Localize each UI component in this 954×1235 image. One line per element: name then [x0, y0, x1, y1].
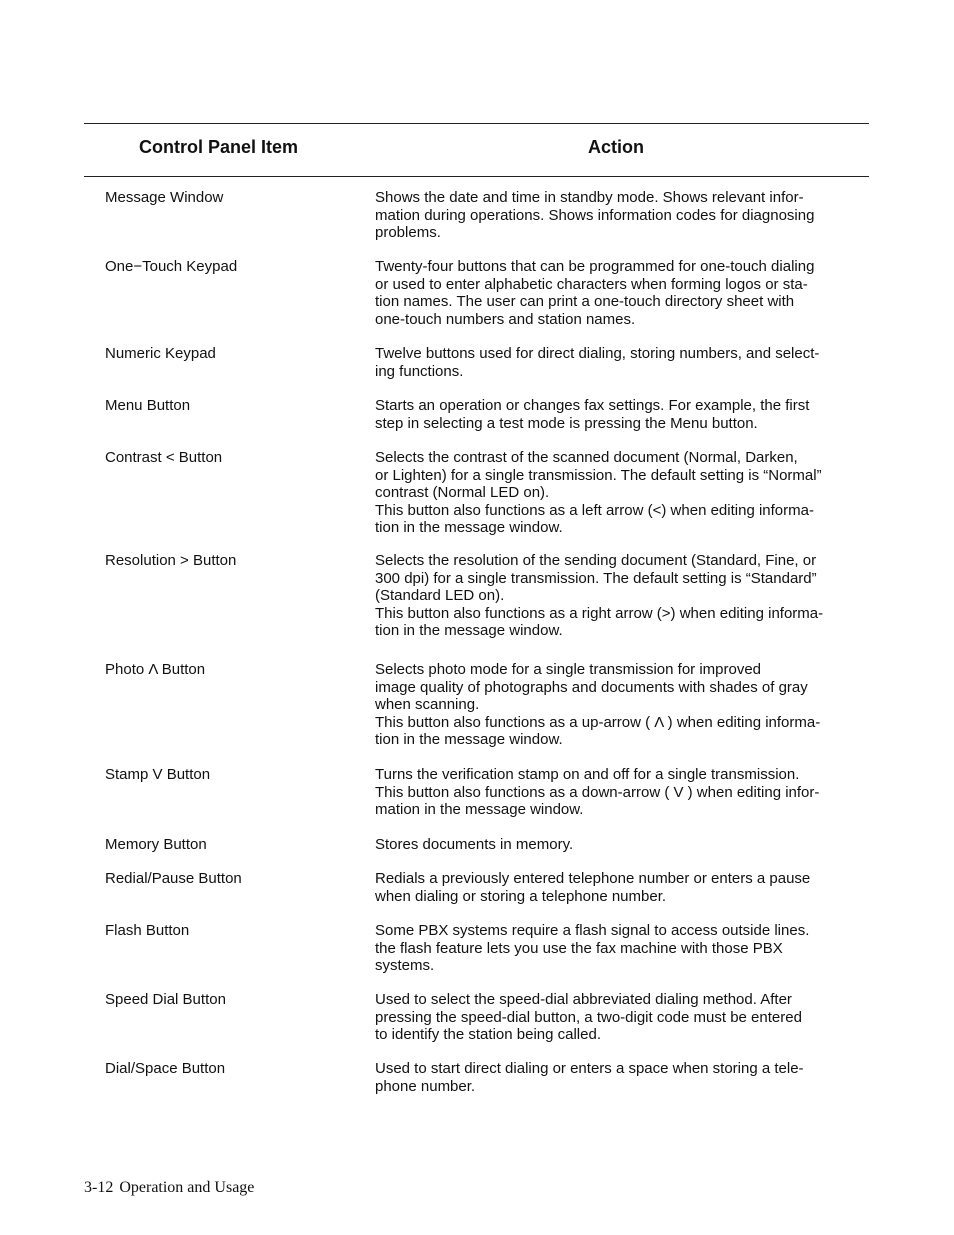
action-line: mation in the message window.: [375, 801, 584, 818]
control-panel-table: [84, 123, 869, 1117]
control-panel-item: Speed Dial Button: [105, 991, 226, 1008]
action-description: [375, 836, 855, 854]
action-line: contrast (Normal LED on).: [375, 484, 550, 501]
action-line: systems.: [375, 957, 435, 974]
action-line: when dialing or storing a telephone number.: [375, 887, 667, 905]
action-description: [375, 552, 855, 640]
section-title: Operation and Usage: [119, 1179, 255, 1196]
action-line: This button also functions as a up-arrow ( Λ ) when editing informa-: [375, 713, 821, 731]
action-line: tion names. The user can print a one-touch directory sheet with: [375, 293, 795, 310]
action-line: This button also functions as a left arrow (<) when editing informa-: [375, 501, 814, 519]
action-line: (Standard LED on).: [375, 587, 505, 604]
action-line: Twelve buttons used for direct dialing, storing numbers, and select-: [375, 345, 820, 362]
action-line: tion in the message window.: [375, 519, 563, 536]
action-line: the flash feature lets you use the fax machine with those PBX: [375, 939, 783, 957]
action-line: when scanning.: [375, 696, 480, 713]
control-panel-item: Memory Button: [105, 836, 207, 853]
action-description: [375, 766, 855, 819]
page-number: 3-12: [84, 1179, 114, 1196]
action-line: image quality of photographs and documents with shades of gray: [375, 678, 808, 696]
control-panel-item: Resolution > Button: [105, 552, 237, 569]
action-line: pressing the speed-dial button, a two-digit code must be entered: [375, 1008, 802, 1026]
action-description: [375, 991, 855, 1044]
action-line: Used to select the speed-dial abbreviated dialing method. After: [375, 991, 792, 1008]
control-panel-item: Photo Λ Button: [105, 661, 206, 678]
action-line: Some PBX systems require a flash signal to access outside lines.: [375, 922, 810, 939]
action-line: Redials a previously entered telephone number or enters a pause: [375, 870, 811, 887]
action-line: one-touch numbers and station names.: [375, 310, 636, 328]
table-header: [84, 124, 869, 176]
action-line: Selects photo mode for a single transmission for improved: [375, 661, 762, 678]
table-body: [84, 177, 869, 1117]
action-description: [375, 397, 855, 432]
control-panel-item: Contrast < Button: [105, 449, 223, 466]
control-panel-item: Message Window: [105, 189, 224, 206]
action-description: [375, 1060, 855, 1095]
control-panel-item: One−Touch Keypad: [105, 258, 238, 275]
action-line: Shows the date and time in standby mode. Shows relevant infor-: [375, 189, 804, 206]
action-line: 300 dpi) for a single transmission. The default setting is “Standard”: [375, 569, 817, 587]
action-description: [375, 870, 855, 905]
action-description: [375, 258, 855, 328]
action-line: ing functions.: [375, 362, 464, 380]
action-line: phone number.: [375, 1077, 476, 1095]
action-line: Selects the contrast of the scanned document (Normal, Darken,: [375, 449, 798, 466]
column-header-item: Control Panel Item: [139, 137, 299, 157]
action-description: [375, 449, 855, 537]
action-line: Twenty-four buttons that can be programmed for one-touch dialing: [375, 258, 815, 275]
action-line: Stores documents in memory.: [375, 836, 574, 853]
column-header-action: Action: [588, 137, 644, 157]
action-line: step in selecting a test mode is pressing the Menu button.: [375, 414, 758, 432]
action-line: Starts an operation or changes fax settings. For example, the first: [375, 397, 810, 414]
action-line: tion in the message window.: [375, 622, 563, 639]
control-panel-item: Numeric Keypad: [105, 345, 216, 362]
action-line: or Lighten) for a single transmission. The default setting is “Normal”: [375, 466, 822, 484]
action-line: This button also functions as a right arrow (>) when editing informa-: [375, 604, 824, 622]
action-line: Used to start direct dialing or enters a space when storing a tele-: [375, 1060, 804, 1077]
control-panel-item: Menu Button: [105, 397, 191, 414]
control-panel-item: Redial/Pause Button: [105, 870, 242, 887]
action-line: Selects the resolution of the sending document (Standard, Fine, or: [375, 552, 817, 569]
action-line: problems.: [375, 224, 441, 241]
action-description: [375, 661, 855, 749]
control-panel-item: Stamp V Button: [105, 766, 211, 783]
action-description: [375, 345, 855, 380]
action-line: tion in the message window.: [375, 731, 563, 748]
control-panel-item: Flash Button: [105, 922, 190, 939]
control-panel-item: Dial/Space Button: [105, 1060, 226, 1077]
action-line: mation during operations. Shows information codes for diagnosing: [375, 206, 815, 224]
page-footer: [84, 1179, 254, 1197]
action-description: [375, 189, 855, 242]
action-line: or used to enter alphabetic characters when forming logos or sta-: [375, 275, 808, 293]
action-line: This button also functions as a down-arrow ( V ) when editing infor-: [375, 783, 820, 801]
action-description: [375, 922, 855, 975]
action-line: to identify the station being called.: [375, 1026, 601, 1043]
action-line: Turns the verification stamp on and off for a single transmission.: [375, 766, 800, 783]
